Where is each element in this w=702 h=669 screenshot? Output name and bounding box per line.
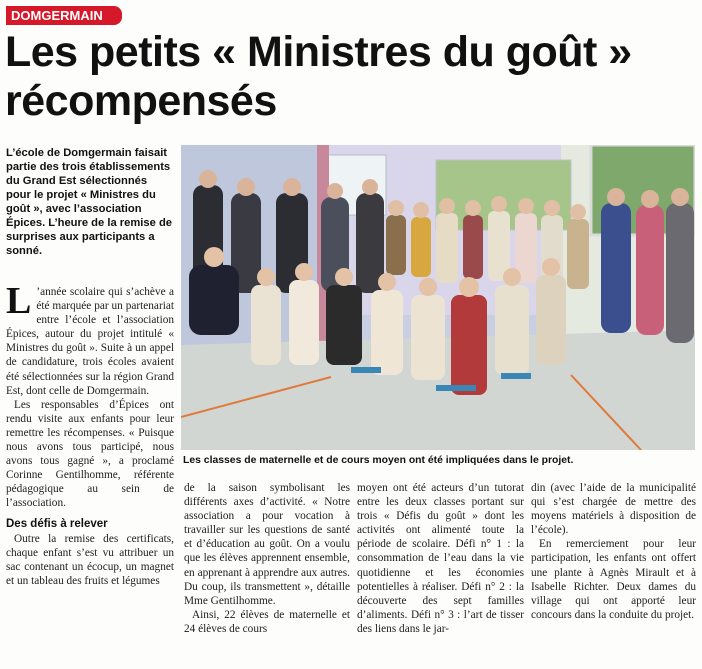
body-paragraph-6: moyen ont été acteurs d’un tutorat entre les deux classes portant sur trois « Défis du goût » dont les activités ont alimenté toute la période de scolaire. Défi n° 1 : la consommation de l’eau dans la vie quotidienne et les économies potentielles à réaliser. Défi n° 2 : la découverte des sept familles d’aliments. Défi n° 3 : l’art de tisser des liens dans le jar- — [357, 482, 524, 635]
body-paragraph-7: din (avec l’aide de la municipalité qui s’est chargée de mettre des moyens matériels à disposition de l’école). — [531, 482, 696, 537]
headline-line-2: récompensés — [5, 77, 277, 125]
body-paragraph-2: Les responsables d’Épices ont rendu visite aux enfants pour leur remettre les récompenses. « Puisque nous avons tous participé, nous avons tous gagné », a proclamé Corinne Gentilhomme, référente pédagogique au sein de l’association. — [6, 398, 174, 510]
drop-cap: L — [6, 280, 32, 322]
section-subhead: Des défis à relever — [6, 517, 108, 530]
body-column-3 — [357, 481, 524, 636]
body-column-4 — [531, 481, 696, 622]
body-paragraph-1: ’année scolaire qui s’achève a été marquée par un partenariat entre l’école et l’association Épices, autour du projet intitulé « Ministres du goût ». Suite à un appel de candidature, trois écoles avaient été sélectionnées sur la région Grand Est, dont celle de Domgermain. — [6, 286, 174, 397]
class-group-photo-illustration — [181, 145, 695, 450]
body-column-2 — [184, 481, 350, 636]
photo-caption: Les classes de maternelle et de cours moyen ont été impliquées dans le projet. — [183, 455, 574, 466]
section-kicker: DOMGERMAIN — [6, 6, 122, 25]
body-paragraph-8: En remerciement pour leur participation, les enfants ont offert une plante à Agnès Mirault et à Isabelle Richter. Deux dames du village qui ont apporté leur concours dans la conduite du projet. — [531, 538, 696, 621]
article-photo — [181, 145, 695, 450]
body-paragraph-3: Outre la remise des certificats, chaque enfant s’est vu attribuer un sac contenant un écocup, un magnet et un tableau des fruits et légumes — [6, 532, 174, 587]
body-column-1 — [6, 280, 174, 588]
article-standfirst: L’école de Domgermain faisait partie des trois établissements du Grand Est sélectionnés pour le projet « Ministres du goût », avec l’association Épices. L’heure de la remise de surprises aux participants a sonné. — [6, 147, 173, 257]
headline-line-1: Les petits « Ministres du goût » — [5, 28, 632, 76]
body-paragraph-4: de la saison symbolisant les différents axes d’activité. « Notre association a pour vocation à travailler sur les questions de santé et d’éducation au goût. On a voulu que les élèves apprennent ensemble, en apprenant à apprendre aux autres. Du coup, ils transmettent », détaille Mme Gentilhomme. — [184, 482, 350, 607]
body-paragraph-5: Ainsi, 22 élèves de maternelle et 24 élèves de cours — [184, 608, 350, 635]
headline — [5, 28, 697, 126]
